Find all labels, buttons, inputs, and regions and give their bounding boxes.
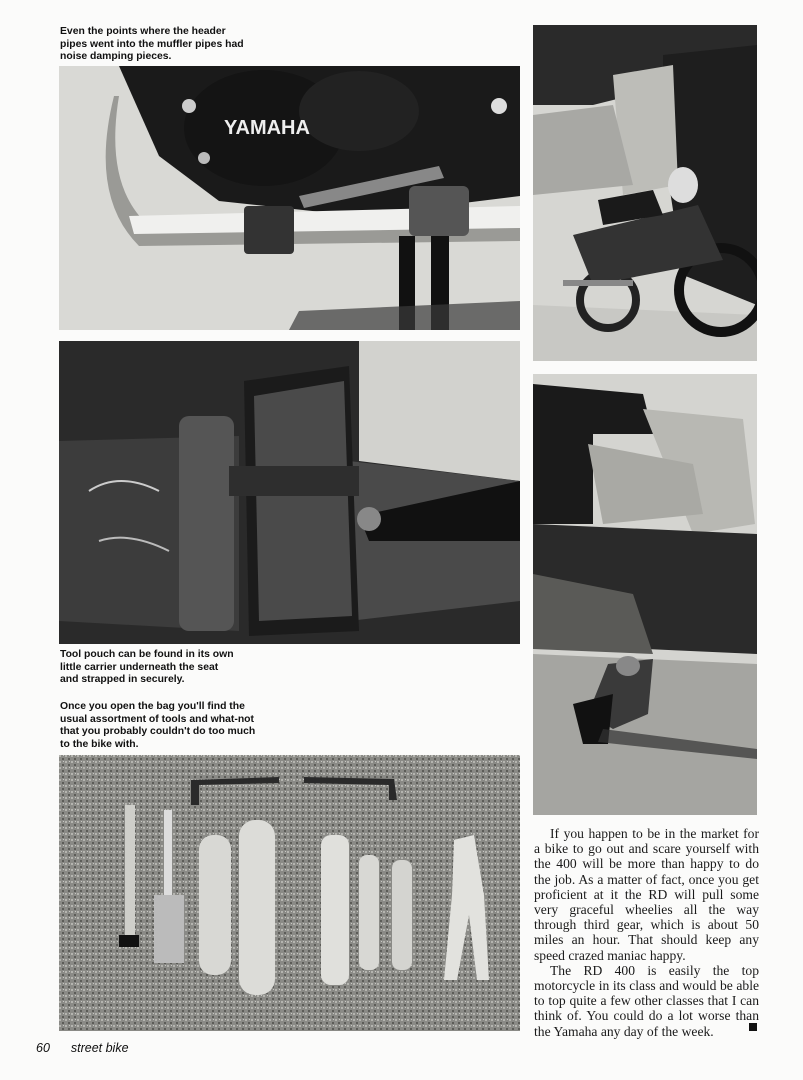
photo-engine bbox=[59, 66, 520, 330]
photo-cornering bbox=[533, 374, 757, 815]
page-number: 60 bbox=[36, 1041, 50, 1055]
publication-name: street bike bbox=[70, 1041, 129, 1055]
article-body bbox=[534, 826, 759, 1039]
photo-tool-pouch bbox=[59, 341, 520, 644]
yamaha-logo-text: YAMAHA bbox=[224, 117, 310, 139]
photo-parked-bike bbox=[533, 25, 757, 361]
page-footer bbox=[36, 1041, 129, 1055]
caption-header-pipes: Even the points where the header pipes went into the muffler pipes had noise damping pieces. bbox=[60, 26, 244, 63]
caption-tools: Once you open the bag you'll find the usual assortment of tools and what-not that you probably couldn't do too much to the bike with. bbox=[60, 701, 256, 750]
article-paragraph: The RD 400 is easily the top motorcycle in its class and would be able to top quite a few other classes that I can think of. You could do a lot worse than the Yamaha any day of the week. bbox=[534, 962, 759, 1039]
end-of-article-mark bbox=[749, 1023, 757, 1031]
caption-tool-pouch: Tool pouch can be found in its own little carrier underneath the seat and strapped in securely. bbox=[60, 649, 234, 686]
photo-tools bbox=[59, 755, 520, 1031]
article-paragraph: If you happen to be in the market for a bike to go out and scare yourself with the 400 will be more than happy to do the job. As a matter of fact, once you get proficient at it the RD will pull some very graceful wheelies all the way through third gear, which is about 50 miles an hour. That should keep any speed crazed maniac happy. bbox=[534, 826, 759, 963]
